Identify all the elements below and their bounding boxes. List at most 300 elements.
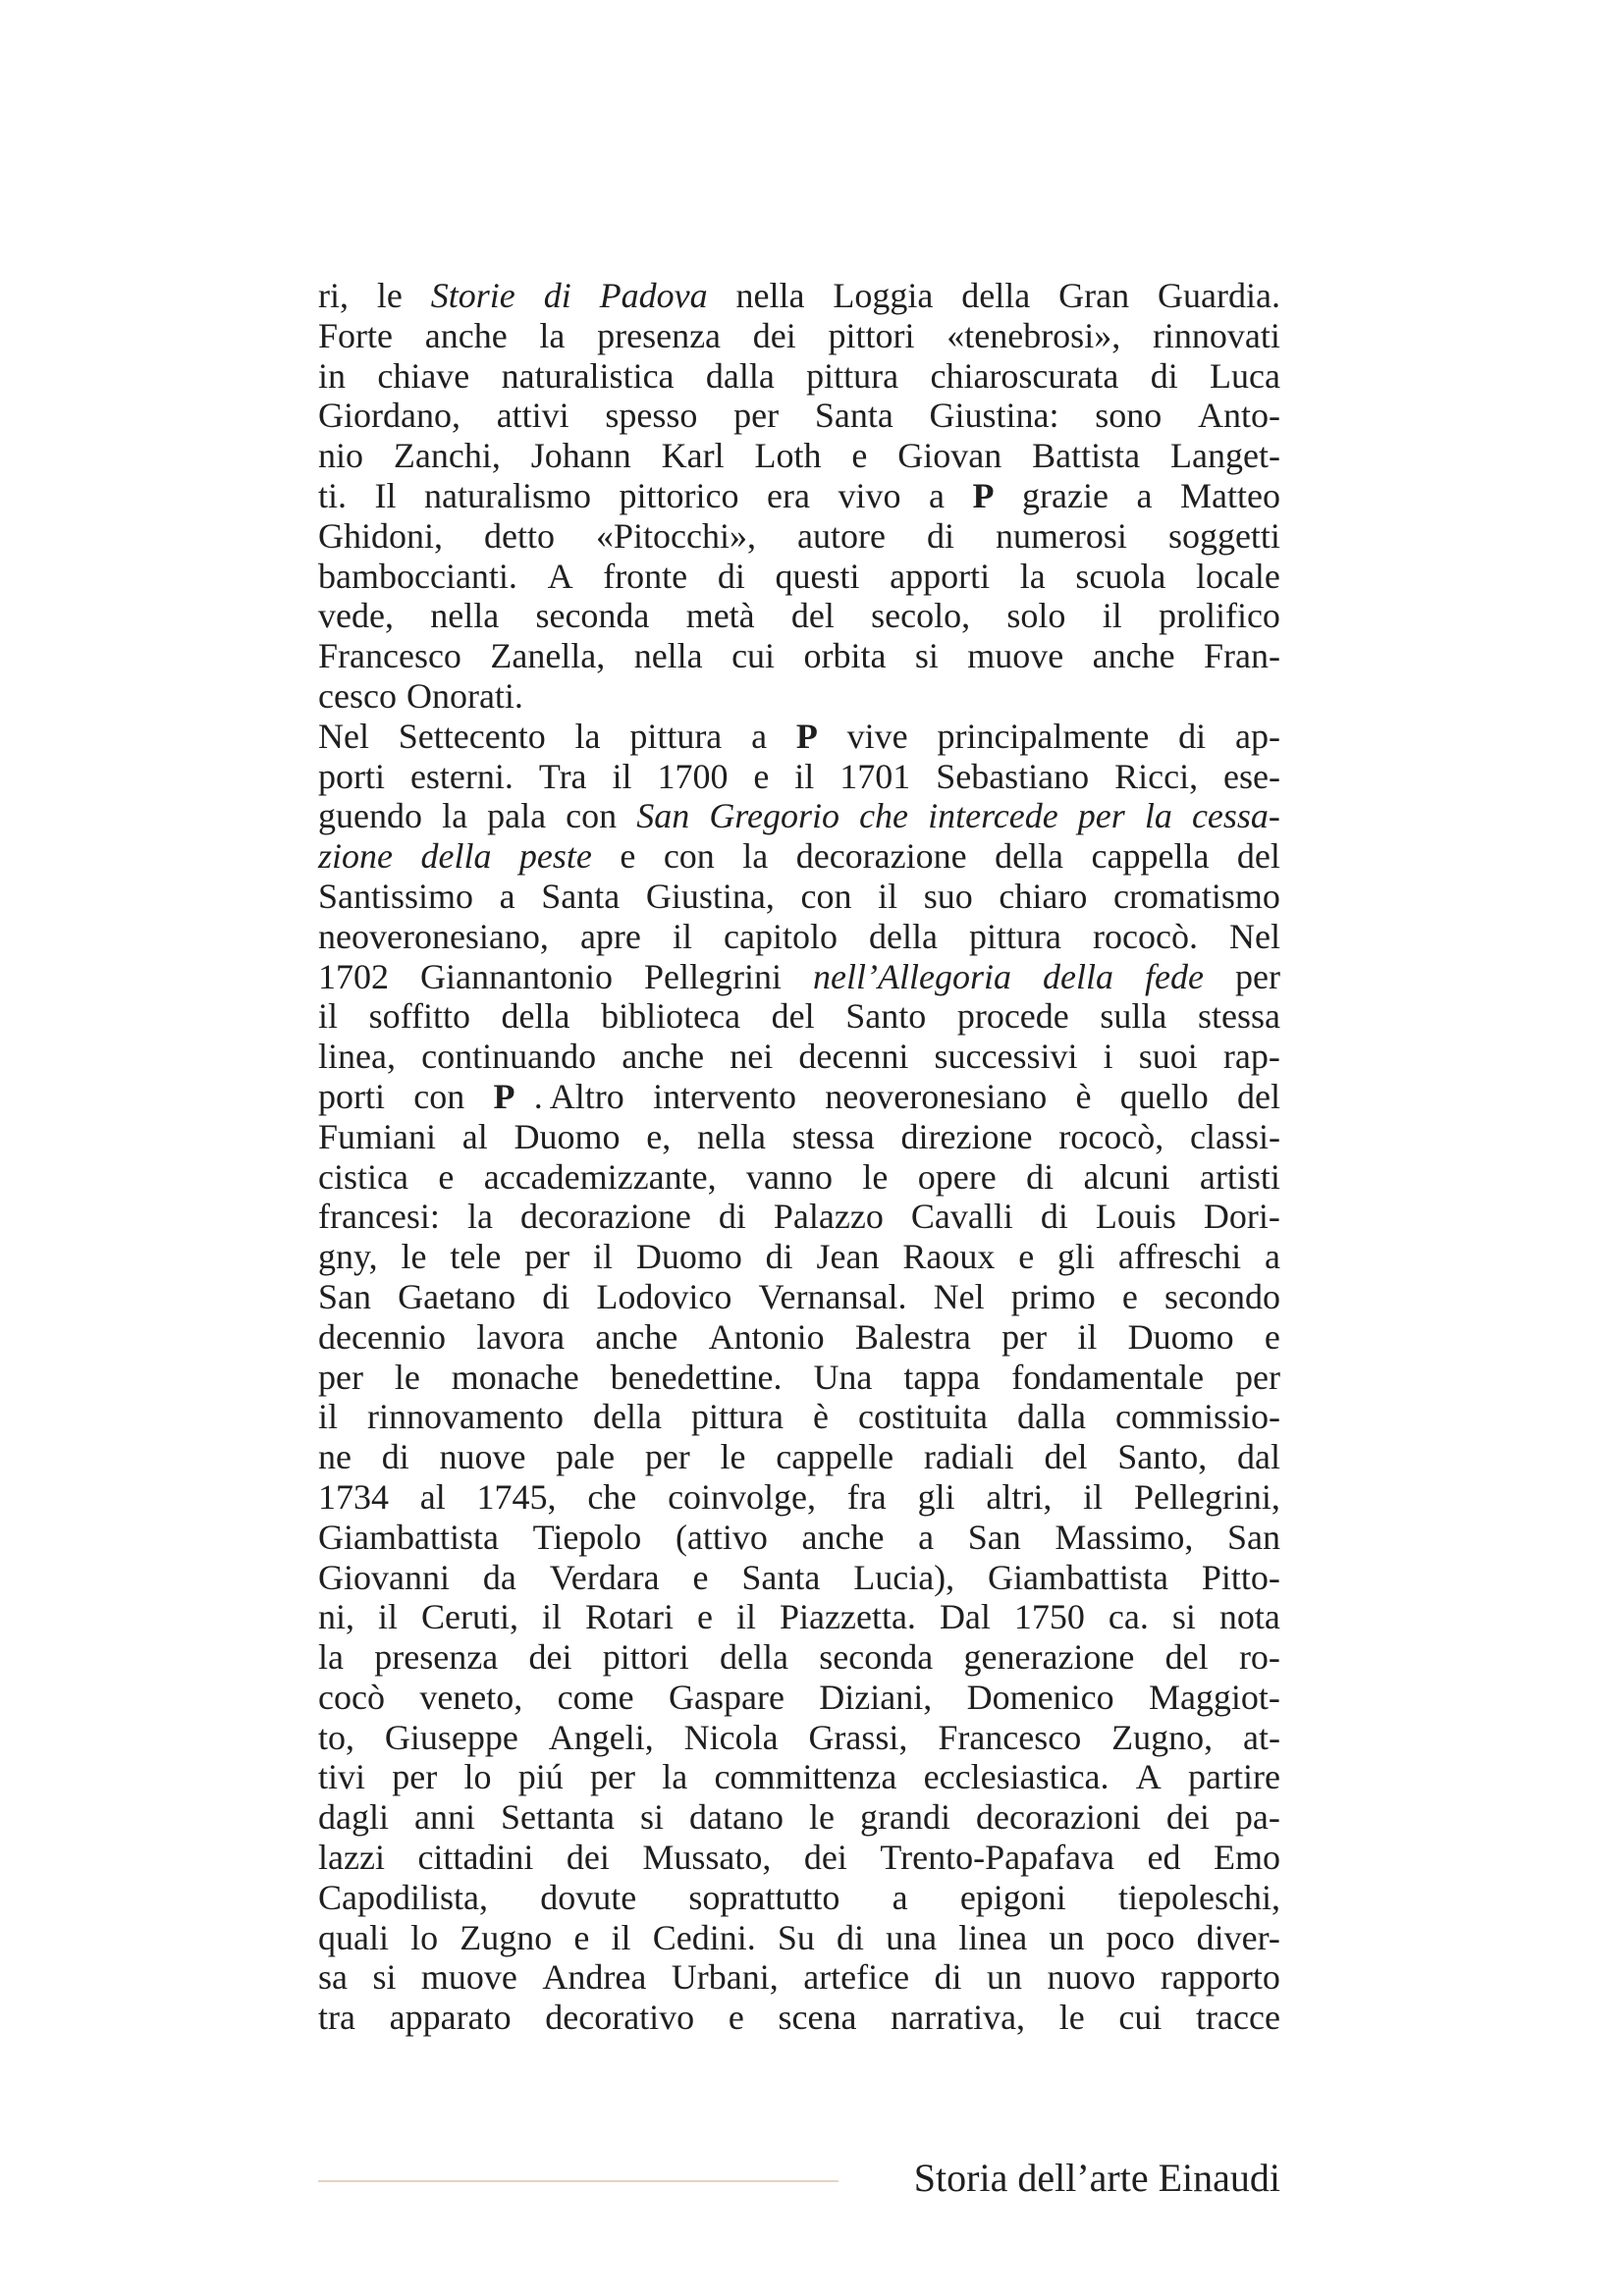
text-word: gli [917,1476,955,1517]
text-word: Zugno [460,1917,553,1957]
text-word: guendo [318,796,422,836]
text-word: commissio- [1114,1397,1280,1437]
text-word: il [378,1597,399,1637]
text-word: a [1136,475,1153,515]
text-word: di [717,556,745,596]
text-word: Gaetano [398,1276,516,1316]
text-word: e [573,1917,590,1957]
text-word: Gregorio [709,796,839,836]
text-word: «tenebrosi», [947,315,1121,355]
text-line [318,1077,1280,1117]
text-word: in [318,355,347,396]
text-word: Maggiot- [1148,1677,1280,1717]
text-word: classi- [1189,1116,1280,1156]
text-word: soffitto [368,996,470,1037]
text-word: a [499,876,515,916]
text-word: della [720,1637,788,1678]
text-word: e [692,1557,709,1597]
text-word: tracce [1196,1998,1280,2038]
text-word: anche [595,1316,678,1357]
text-word: rococò. [1093,916,1198,956]
text-word: era [767,475,810,515]
text-word: muove [967,636,1064,676]
text-word: datano [689,1797,784,1838]
text-word: tiepoleschi, [1118,1877,1280,1917]
text-word: porti [318,1076,385,1116]
text-word: Duomo [514,1116,621,1156]
text-word: la [1019,556,1046,596]
text-word: apparato [389,1998,512,2038]
text-word: decorativo [545,1998,695,2038]
text-word: Santo, [1117,1437,1208,1477]
text-word: lo [410,1917,439,1957]
text-word: dei [803,1838,847,1878]
text-word: direzione [900,1116,1033,1156]
text-word: per [644,1437,690,1477]
text-word: per [318,1357,363,1397]
text-word: Su [777,1917,815,1957]
text-word: soggetti [1167,515,1280,556]
text-word: San [967,1517,1021,1557]
text-word: P [493,1076,515,1116]
text-word: le [1058,1998,1085,2038]
text-word: dalla [705,355,775,396]
text-word: per [392,1757,438,1797]
text-word: nota [1218,1597,1280,1637]
text-word: Louis [1095,1197,1176,1237]
text-word: Nel [318,716,369,756]
text-word: Ghidoni, [318,515,444,556]
text-word: Zugno, [1111,1717,1214,1757]
text-line [318,1518,1280,1558]
text-word: Cedini. [652,1917,756,1957]
text-word: per [1235,1357,1280,1397]
text-word: tivi [318,1757,366,1797]
text-word: San [636,796,690,836]
text-word: Settanta [501,1797,615,1838]
text-word: di [934,1957,962,1998]
text-word: il [318,996,339,1037]
text-word: lazzi [318,1838,385,1878]
text-word: capitolo [723,916,838,956]
text-word: Matteo [1180,475,1280,515]
text-word: seconda [819,1637,934,1678]
text-word: Fumiani [318,1116,437,1156]
text-word: artisti [1199,1156,1280,1197]
text-word: a [751,716,768,756]
text-word: diver- [1196,1917,1280,1957]
text-word: Tiepolo [532,1517,642,1557]
text-line [318,1197,1280,1237]
text-line [318,1757,1280,1797]
text-word: piú [517,1757,564,1797]
text-word: Andrea [542,1957,647,1998]
text-word: Piazzetta. [780,1597,916,1637]
text-word: «Pitocchi», [596,515,756,556]
text-word: Pellegrini, [1133,1476,1280,1517]
text-word: grandi [860,1797,950,1838]
text-word: è [812,1397,829,1437]
text-word: ed [1147,1838,1181,1878]
text-word: anche [424,315,508,355]
text-word: successivi [934,1037,1078,1077]
text-word: le [809,1797,835,1838]
text-word: di [542,1276,570,1316]
text-word: per [1077,796,1125,836]
text-word: Ceruti, [421,1597,519,1637]
text-word: at- [1243,1717,1280,1757]
text-word: intervento [653,1076,797,1116]
text-word: il [1083,1476,1104,1517]
text-word: le [376,276,403,315]
text-word: artefice [803,1957,910,1998]
text-word: Palazzo [773,1197,884,1237]
text-word: fondamentale [1011,1357,1205,1397]
text-word: di [381,1437,409,1477]
text-word: 1734 [318,1476,389,1517]
text-word: sulla [1100,996,1167,1037]
text-word: ap- [1234,716,1280,756]
text-word: quello [1119,1076,1209,1116]
text-word: rapporto [1160,1957,1280,1998]
text-word: Santa [741,1557,821,1597]
text-word: solo [1006,596,1066,636]
text-word: intercede [928,796,1058,836]
text-word: dovute [540,1877,637,1917]
text-word: secondo [1163,1276,1280,1316]
text-word: Giovan [897,436,1002,476]
text-word: del [1164,1637,1209,1678]
footer-series-title: Storia dell’arte Einaudi [913,2156,1280,2200]
text-word: per [1234,956,1280,996]
text-word: grazie [1022,475,1109,515]
text-word: dei [752,315,796,355]
text-word: il [318,1397,339,1437]
text-word: al [419,1476,446,1517]
text-word: pala [487,796,547,836]
text-line [318,757,1280,797]
text-word: scena [778,1998,857,2038]
text-word: San [318,1276,371,1316]
text-word: numerosi [995,515,1127,556]
text-line [318,276,1280,316]
text-word: pittura [629,716,723,756]
text-word: con [566,796,618,836]
body-text [318,276,1280,2038]
text-word: metà [685,596,755,636]
text-line [318,796,1280,836]
text-word: lo [463,1757,492,1797]
text-word: da [482,1557,516,1597]
text-word: si [372,1957,397,1998]
text-word: della [420,836,492,877]
text-word: fede [1144,956,1204,996]
text-word: la [742,836,769,877]
text-word: nella [697,1116,767,1156]
text-word: ese- [1223,756,1280,796]
text-word: 1750 [1013,1597,1085,1637]
text-line [318,1477,1280,1518]
text-line [318,996,1280,1037]
text-word: muove [420,1957,517,1998]
text-word: francesi: [318,1197,440,1237]
text-word: naturalismo [424,475,592,515]
text-word: il [542,1597,563,1637]
text-word: spesso [605,396,698,436]
text-word: Karl [661,436,725,476]
text-line [318,676,1280,717]
text-word: nell’Allegoria [813,956,1011,996]
text-word: Urbani, [671,1957,779,1998]
text-word: ne [318,1437,352,1477]
text-word: pittori [602,1637,689,1678]
text-word: al [461,1116,488,1156]
text-word: rinnovamento [367,1397,564,1437]
text-word: Nel [1228,916,1280,956]
text-word: neoveronesiano [825,1076,1048,1116]
text-word: A [547,556,573,596]
text-word: Gaspare [668,1677,784,1717]
text-word: Lodovico [596,1276,732,1316]
text-word: di [765,1237,793,1277]
text-line [318,1037,1280,1077]
text-word: decennio [318,1316,446,1357]
text-word: nio [318,436,364,476]
text-word: si [639,1797,664,1838]
text-word: ca. [1108,1597,1149,1637]
text-word: zione [318,836,393,877]
text-word: A [1135,1757,1162,1797]
text-word: Sebastiano [936,756,1090,796]
text-word: la [318,1637,344,1678]
text-word: stessa [1197,996,1280,1037]
text-line [318,1397,1280,1437]
text-word: Domenico [966,1677,1114,1717]
text-line [318,1998,1280,2038]
text-word: vive [846,716,908,756]
text-word: altri, [986,1476,1053,1517]
text-word: 1745, [476,1476,557,1517]
text-word: è [1075,1076,1092,1116]
text-word: porti [318,756,385,796]
text-line [318,396,1280,436]
footer-rule [318,2180,839,2182]
text-word: San [1226,1517,1280,1557]
text-word: Giannantonio [420,956,613,996]
text-word: si [914,636,939,676]
text-line [318,1437,1280,1477]
text-word: della [995,836,1064,877]
text-word: generazione [963,1637,1135,1678]
text-line [318,1678,1280,1718]
text-word: il [592,1237,613,1277]
text-word: nella [633,636,703,676]
text-word: Lucia), [853,1557,955,1597]
text-line [318,316,1280,356]
text-word: chiave [377,355,470,396]
text-line [318,1957,1280,1998]
text-word: decorazione [795,836,967,877]
text-word: con [413,1076,465,1116]
text-word: il [672,916,692,956]
text-word: per [1001,1316,1048,1357]
text-word: della [868,916,938,956]
text-word: la [1144,796,1172,836]
text-word: la [574,716,601,756]
text-word: narrativa, [891,1998,1026,2038]
text-word: una [886,1917,938,1957]
text-word: la [539,315,566,355]
text-line [318,917,1280,957]
text-line [318,1157,1280,1198]
text-word: Raoux [902,1237,996,1277]
text-word: veneto, [419,1677,523,1717]
text-word: costituita [857,1397,988,1437]
text-line [318,476,1280,516]
text-word: e [1018,1237,1035,1277]
text-word: e [728,1998,744,2038]
text-word: Grassi, [808,1717,908,1757]
text-word: Pellegrini [644,956,782,996]
text-word: naturalistica [501,355,675,396]
text-word: decenni [798,1037,909,1077]
text-word: della [501,996,570,1037]
text-word: dal [1236,1437,1280,1477]
text-word: a [929,475,946,515]
text-word: Storie [430,276,515,315]
text-word: chiaroscurata [930,355,1119,396]
text-word: cappelle [776,1437,894,1477]
text-word: di [837,1917,865,1957]
text-word: Ricci, [1114,756,1199,796]
text-word: committenza [714,1757,897,1797]
text-word: Giovanni [318,1557,450,1597]
text-word: il [612,756,632,796]
text-word: cocò [318,1677,385,1717]
text-line [318,596,1280,636]
text-word: pittori [828,315,915,355]
text-word: Duomo [1127,1316,1234,1357]
text-word: per [524,1237,570,1277]
text-line [318,1317,1280,1358]
text-word: rap- [1222,1037,1280,1077]
text-word: del [790,596,835,636]
text-word: di [718,1197,746,1237]
text-word: Giustina, [645,876,775,916]
text-word: presenza [374,1637,499,1678]
text-word: cistica [318,1156,408,1197]
text-word: orbita [803,636,887,676]
text-word: autore [796,515,886,556]
text-word: le [394,1357,420,1397]
text-word: rinnovati [1152,315,1280,355]
text-word: di [1040,1197,1068,1237]
text-line [318,636,1280,676]
text-line [318,1558,1280,1598]
text-word: radiali [923,1437,1014,1477]
text-word: per [590,1757,635,1797]
text-word: di [1026,1156,1055,1197]
text-word: pittorico [619,475,739,515]
text-word: Fran- [1204,636,1280,676]
text-word: continuando [421,1037,597,1077]
text-word: Massimo, [1055,1517,1194,1557]
text-word: Anto- [1197,396,1280,436]
text-word: Santa [814,396,893,436]
text-word: Trento-Papafava [880,1838,1115,1878]
text-word: anche [1092,636,1175,676]
text-line [318,717,1280,757]
text-word: P [795,716,818,756]
text-word: le [862,1156,889,1197]
text-word: nella [430,596,500,636]
text-word: ni, [318,1597,355,1637]
text-word: primo [1010,1276,1096,1316]
text-word: Guardia. [1158,276,1280,315]
text-word: cessa- [1191,796,1280,836]
text-word: presenza [597,315,722,355]
text-line [318,1358,1280,1398]
text-word: ecclesiastica. [923,1757,1109,1797]
text-word: di [1150,355,1178,396]
text-word: Antonio [708,1316,825,1357]
text-line [318,1637,1280,1678]
text-word: Mussato, [642,1838,772,1878]
text-word: pittura [806,355,899,396]
text-line [318,436,1280,476]
text-word: il [794,756,815,796]
text-word: cesco [318,675,397,716]
text-line [318,1918,1280,1958]
text-word: Loggia [833,276,934,315]
text-word: Forte [318,315,393,355]
text-word: stessa [791,1116,875,1156]
text-word: il [736,1597,757,1637]
text-word: principalmente [937,716,1150,756]
text-word: cappella [1091,836,1210,877]
text-word: con [800,876,852,916]
text-word: linea [958,1917,1028,1957]
text-word: del [1044,1437,1088,1477]
text-word: dagli [318,1797,389,1838]
text-word: Una [813,1357,873,1397]
text-word: della [593,1397,662,1437]
text-word: Luca [1210,355,1280,396]
text-line [318,1878,1280,1918]
text-word: Zanella, [490,636,606,676]
text-word: quali [318,1917,389,1957]
text-word: pa- [1234,1797,1280,1838]
text-word: Santo [845,996,927,1037]
text-word: un [987,1957,1023,1998]
text-word: fronte [603,556,688,596]
text-line [318,1797,1280,1838]
text-word: soprattutto [688,1877,840,1917]
text-word: decorazione [519,1197,691,1237]
text-word: procede [956,996,1069,1037]
text-word: i [1103,1037,1113,1077]
text-word: Padova [599,276,708,315]
text-line [318,1838,1280,1878]
text-word: Langet- [1170,436,1280,476]
text-word: Pitto- [1201,1557,1280,1597]
text-word: dalla [1016,1397,1086,1437]
text-word: cui [1118,1998,1163,2038]
text-word: lavora [476,1316,566,1357]
text-word: e [851,436,868,476]
text-word: vede, [318,596,394,636]
text-word: del [1236,1076,1280,1116]
